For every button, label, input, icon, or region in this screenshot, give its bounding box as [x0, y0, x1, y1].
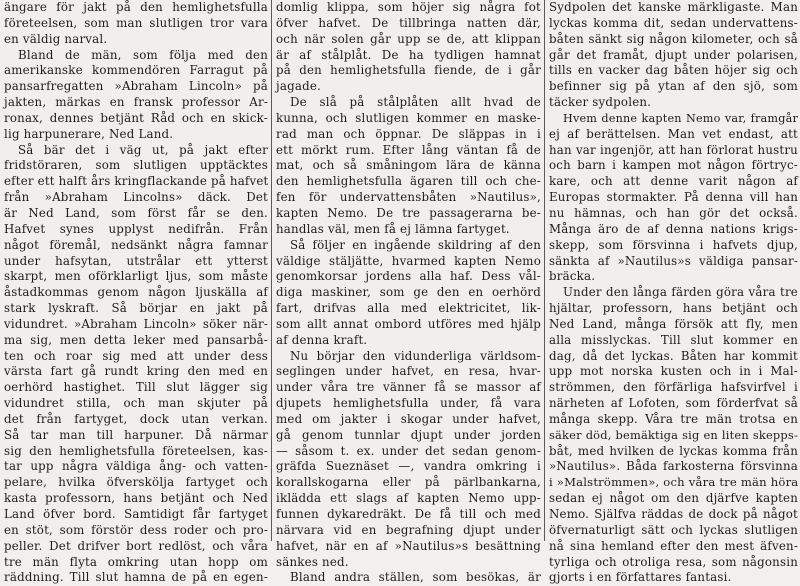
- text-line: ronax, dennes betjänt Råd och en skick-: [4, 110, 268, 125]
- text-line: något föremål, nedsänkt några famnar: [4, 237, 268, 252]
- text-line: iklädda ett slags af kapten Nemo upp-: [276, 491, 541, 506]
- text-line: Nu börjar den vidunderliga världsom-: [290, 348, 541, 363]
- text-line: genomkorsar jordens alla haf. Dess vål-: [276, 269, 541, 284]
- text-line: det från fartyget, dock utan verkan.: [4, 411, 268, 426]
- text-line: öfver hafvet. De tillbringa natten där,: [276, 15, 541, 30]
- text-line: oerhörd hastighet. Till slut lägger sig: [4, 380, 268, 395]
- text-line: seglingen under hafvet, en resa, hvar-: [276, 364, 541, 379]
- text-line: sedan ej något om den djärfve kapten: [549, 491, 798, 506]
- text-line: är Ned Land, som först får se den.: [4, 205, 268, 220]
- text-line: domlig klippa, som höjer sig några fot: [276, 0, 541, 14]
- text-line: gräfda Sueznäset —, vandra omkring i: [276, 459, 541, 474]
- text-line: hjältar, professorn, hans betjänt och: [549, 301, 798, 316]
- text-line: Bland de män, som följa med den: [18, 47, 268, 62]
- text-column-2: [276, 0, 541, 585]
- text-line: ej af berättelsen. Man vet endast, att: [549, 126, 798, 141]
- text-line: i »Malströmmen», och våra tre män höra: [549, 475, 799, 490]
- text-line: upp mot norska kusten och in i Mal-: [549, 364, 798, 379]
- text-line: fart, drifvas alla med elektricitet, lik-: [276, 301, 541, 316]
- text-line: den hemlighetsfulla ägaren till och che-: [276, 174, 541, 189]
- text-line: företeelsen, som man slutligen tror vara: [4, 15, 268, 30]
- text-line: diga maskiner, som ge den en oerhörd: [276, 285, 541, 300]
- text-line: gå genom tunnlar djupt under jorden: [276, 427, 541, 442]
- text-line: tills en vacker dag båten höjer sig och: [549, 63, 798, 78]
- text-line: Så bär det i väg ut, på jakt efter: [18, 142, 268, 157]
- text-line: båten sänkt sig någon kilometer, och så: [549, 31, 798, 46]
- text-line: sig den hemlighetsfulla företeelsen, kas-: [4, 443, 268, 458]
- text-line: ett mörkt rum. Efter lång väntan få de: [276, 142, 541, 157]
- text-line: djupets hemlighetsfulla under, få vara: [276, 396, 541, 411]
- text-line: dag, då det lyckas. Båten har kommit: [549, 348, 798, 363]
- text-line: bräcka.: [549, 269, 596, 284]
- text-line: sänkta af »Nautilus»s väldiga pansar-: [549, 253, 798, 268]
- text-line: ten och roar sig med att under dess: [4, 348, 268, 363]
- text-line: Ned Land, många försök att fly, men: [549, 316, 798, 331]
- text-line: pelare, hvilka öfversköljа fartyget och: [4, 475, 268, 490]
- text-line: fen för undervattensbåten »Nautilus»,: [276, 190, 541, 205]
- text-line: båt, med hvilken de lyckas komma från: [549, 443, 798, 458]
- text-line: ängare för jakt på den hemlighetsfulla: [4, 0, 268, 14]
- text-line: Under den långa färden göra våra tre: [563, 285, 798, 300]
- text-line: peller. Det drifver bort redlöst, och våra: [4, 538, 268, 553]
- text-line: Sydpolen det kanske märkligaste. Man: [549, 0, 798, 14]
- text-line: Hvem denne kapten Nemo var, framgår: [563, 111, 798, 125]
- text-line: De slå på stålplåten allt hvad de: [290, 95, 541, 110]
- text-line: och när solen går upp se de, att klippan: [276, 31, 541, 46]
- text-line: amerikanske kommendören Farragut på: [4, 63, 268, 78]
- text-line: Bland andra ställen, som besökas, är: [290, 570, 541, 585]
- text-column-3: [549, 0, 799, 585]
- text-line: sänkes ned.: [276, 554, 349, 569]
- text-line: nu hämnas, och han gör det också.: [549, 205, 798, 220]
- text-line: närheten af Lofoten, som förderfvat så: [549, 396, 798, 411]
- text-line: pansarfregatten »Abraham Lincoln» på: [4, 79, 268, 94]
- text-line: rad man och öppnar. De släppas in i: [276, 126, 541, 141]
- text-line: korallskogarna eller på pärlbankarna,: [276, 475, 541, 490]
- text-line: närvara vid en begrafning djupt under: [276, 522, 541, 537]
- text-line: stark lyskraft. Så börjar en jakt på: [4, 301, 268, 316]
- text-column-1: [4, 0, 269, 585]
- column-divider-1: [271, 0, 272, 541]
- text-line: nå sina hemland efter den mest äfven-: [549, 538, 798, 553]
- text-line: på den hemlighetsfulla fiende, de i går: [276, 63, 541, 78]
- text-line: skarpt, men oförklarligt ljus, som måste: [4, 269, 268, 284]
- text-line: många skepp. Våra tre män trotsa en: [549, 411, 798, 426]
- text-line: befinner sig på ytan af den sjö, som: [549, 79, 798, 94]
- text-line: säker död, bemäktiga sig en liten skepps-: [549, 427, 798, 442]
- text-line: gjorts i en författares fantasi.: [549, 570, 732, 585]
- text-line: han var ingenjör, att han förlorat hustru: [549, 142, 798, 157]
- text-line: hafvet, när en af »Nautilus»s besättning: [276, 538, 541, 553]
- text-line: — såsom t. ex. under det sedan genom-: [276, 443, 541, 458]
- text-line: går det framåt, djupt under polarisen,: [549, 47, 798, 62]
- text-line: tre män flyta omkring utan hopp om: [4, 554, 268, 569]
- text-line: under hafsytan, utstrålar ett ytterst: [4, 253, 268, 268]
- text-line: kapten Nemo. De tre passagerarna be-: [276, 205, 541, 220]
- text-line: är af stålplåt. De ha tydligen hamnat: [276, 47, 541, 62]
- text-line: räddning. Till slut hamna de på en egen-: [4, 570, 268, 585]
- text-line: som allt annat ombord utföres med hjälp: [276, 316, 541, 331]
- text-line: funnen dykaredräkt. De få till och med: [276, 507, 541, 521]
- text-line: vidundret stilla, och man skjuter på: [4, 396, 268, 411]
- text-line: lyckas komma dit, sedan undervattens-: [549, 15, 798, 30]
- text-line: af denna kraft.: [276, 332, 368, 347]
- text-line: ma sig, men detta leker med pansarbå-: [4, 332, 268, 347]
- text-line: jakten, märkas en fransk professor Ar-: [4, 95, 268, 110]
- text-line: lig harpunerare, Ned Land.: [4, 126, 174, 141]
- text-line: Land öfver bord. Samtidigt får fartyget: [4, 507, 268, 521]
- text-line: jagade.: [276, 79, 321, 94]
- text-line: Så tar man till harpuner. Då närmar: [4, 427, 268, 442]
- text-line: åstadkommas genom någon ljuskälla af: [4, 285, 268, 300]
- text-line: tar upp några väldiga ång- och vatten-: [4, 459, 268, 474]
- text-line: väldige stäljätte, hvarmed kapten Nemo: [276, 253, 541, 268]
- text-line: vidundret. »Abraham Lincoln» söker när-: [4, 316, 268, 331]
- text-line: »Nautilus». Båda farkosterna försvinna: [549, 459, 798, 474]
- text-line: öfvernaturligt sätt och lyckas slutligen: [549, 522, 798, 537]
- text-line: Nemo. Själfva räddas de dock på något: [549, 507, 798, 521]
- text-line: fridstöraren, som slutligen upptäcktes: [4, 158, 268, 173]
- text-line: med om jakter i skogar under hafvet,: [276, 411, 541, 426]
- text-line: kasta professorn, hans betjänt och Ned: [4, 491, 268, 506]
- text-line: strömmen, den förfärliga hafsvirfvel i: [549, 380, 798, 395]
- text-line: under våra tre vänner få se massor af: [276, 380, 541, 395]
- text-line: Europas stormakter. På denna vill han: [549, 190, 798, 205]
- text-line: tyrliga och otroliga resa, som någonsin: [549, 554, 798, 569]
- text-line: från »Abraham Lincolns» däck. Det: [4, 190, 268, 205]
- text-line: täcker sydpolen.: [549, 95, 652, 110]
- text-line: och barn i kampen mot någon förtryc-: [549, 158, 798, 173]
- text-line: efter ett halft års kringflackande på hafvet: [4, 174, 269, 189]
- text-line: en stöt, som förstör dess roder och pro-: [4, 522, 268, 537]
- text-line: mat, och så småningom lära de känna: [276, 158, 541, 173]
- text-line: en väldig narval.: [4, 31, 108, 46]
- column-divider-2: [544, 0, 545, 541]
- text-line: Hafvet synes upplyst nedifrån. Från: [4, 221, 268, 236]
- text-line: alla misslyckas. Till slut kommer en: [549, 332, 798, 347]
- text-line: skepp, som försvinna i hafvets djup,: [549, 237, 798, 252]
- text-line: Många äro de af denna nations krigs-: [549, 221, 798, 236]
- text-line: handlas väl, men få ej lämna fartyget.: [276, 221, 510, 236]
- text-line: kare, och att denne varit någon af: [549, 174, 798, 189]
- text-line: Så följer en ingående skildring af den: [290, 237, 541, 252]
- text-line: kunna, och slutligen kommer en maske-: [276, 110, 541, 125]
- text-line: värsta fart gå rundt kring den med en: [4, 364, 268, 379]
